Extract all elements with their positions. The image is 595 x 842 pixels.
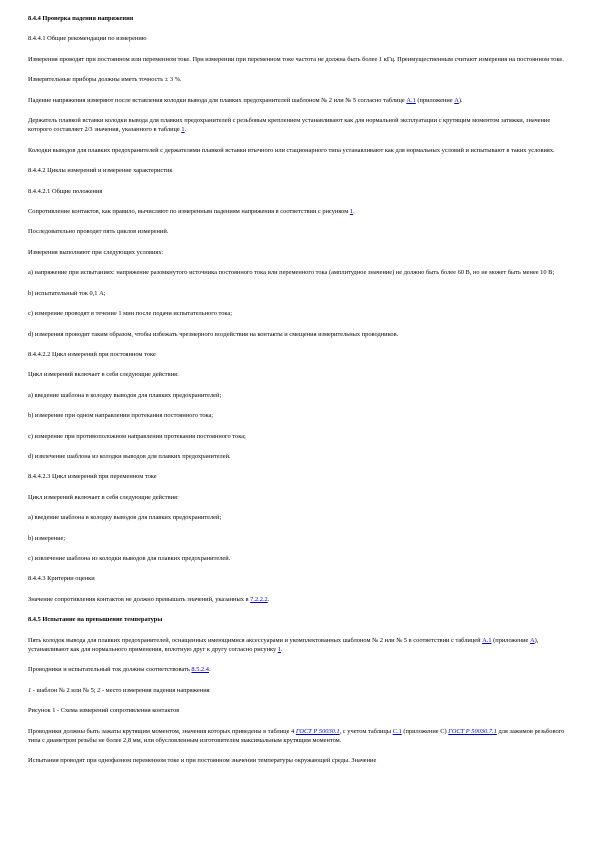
paragraph: [28, 706, 567, 715]
text-run: Последовательно проводят пять циклов измерений.: [28, 228, 169, 236]
paragraph: [28, 472, 567, 481]
paragraph: [28, 493, 567, 502]
text-run: ), устанавливают как для нормального применения, вплотную друг к другу согласно рисунку: [28, 636, 539, 653]
paragraph: [28, 207, 567, 216]
text-run: с) измерение при противоположном направлении протекания постоянного тока;: [28, 432, 246, 440]
paragraph: [28, 289, 567, 298]
paragraph: [28, 227, 567, 236]
text-run: Измерительные приборы должны иметь точность ± 3 %.: [28, 76, 182, 84]
paragraph: [28, 166, 567, 175]
paragraph: [28, 636, 567, 655]
text-run: Измерения выполняют при следующих условиях:: [28, 248, 164, 256]
text-run: 8.4.5 Испытание на превышение температуры: [28, 616, 163, 624]
paragraph: [28, 534, 567, 543]
paragraph: [28, 268, 567, 277]
text-run: .: [267, 595, 270, 603]
paragraph: [28, 146, 567, 155]
text-run: 8.4.4.2.1 Общие положения: [28, 187, 103, 195]
paragraph: [28, 756, 567, 765]
text-run: (приложение: [415, 96, 455, 104]
text-run: b) измерение;: [28, 534, 66, 542]
paragraph: [28, 554, 567, 563]
paragraph: [28, 452, 567, 461]
reference-link[interactable]: ГОСТ Р 50030.7.1: [448, 727, 497, 735]
text-run: а) введение шаблона в колодку выводов для плавких предохранителей;: [28, 514, 222, 522]
text-run: .: [209, 666, 211, 674]
text-run: Цикл измерений включает в себя следующие действия:: [28, 493, 179, 501]
text-run: .: [353, 208, 355, 216]
reference-link[interactable]: 7.2.2.2: [250, 595, 268, 603]
text-run: Значение сопротивления контактов не должно превышать значений, указанных в: [28, 595, 251, 603]
text-run: d) извлечение шаблона из колодки выводов для плавких предохранителей.: [28, 452, 231, 460]
text-run: b) измерение при одном направлении протекания постоянного тока;: [28, 412, 214, 420]
reference-link[interactable]: А: [454, 96, 459, 104]
text-run: Колодки выводов для плавких предохранителей с держателями плавкой вставки втычного или стационарного типа устанавливают как для нормальных условий и испытывают в таких условиях.: [28, 146, 555, 154]
text-run: (приложение: [491, 636, 530, 644]
text-run: 8.4.4.1 Общие рекомендации по измерению: [28, 35, 147, 43]
text-run: .: [281, 646, 283, 653]
paragraph: [28, 574, 567, 583]
text-run: , с учетом таблицы: [339, 727, 393, 735]
reference-link[interactable]: А.1: [482, 636, 492, 644]
text-run: Рисунок 1 - Схема измерений сопротивления контактов: [28, 707, 180, 715]
text-run: (приложение С): [401, 727, 449, 735]
reference-link[interactable]: ГОСТ Р 50030.1: [295, 727, 340, 735]
text-run: 8.4.4.3 Критерии оценки: [28, 575, 95, 583]
text-run: Сопротивление контактов, как правило, вычисляют по измеренным падениям напряжения в соответствии с рисунком: [28, 208, 350, 216]
paragraph: [28, 686, 567, 695]
paragraph: [28, 411, 567, 420]
text-run: 8.4.4.2.2 Цикл измерений при постоянном токе: [28, 350, 156, 358]
text-run: 8.4.4.2.3 Цикл измерений при переменном токе: [28, 473, 157, 481]
paragraph: [28, 248, 567, 257]
text-run: Падение напряжения измеряют после вставления колодки вывода для плавких предохранителей шаблоном № 2 или № 5 согласно таблице: [28, 96, 407, 104]
text-run: ).: [458, 96, 463, 104]
text-run: b) испытательный ток 0,1 А;: [28, 289, 106, 297]
text-run: Испытания проводят при однофазном переменном токе и при постоянном значении температуры окружающей среды. Значение: [28, 757, 377, 765]
paragraph: [28, 350, 567, 359]
text-run: 2: [97, 686, 101, 694]
paragraph: [28, 75, 567, 84]
paragraph: [28, 34, 567, 43]
paragraph: [28, 513, 567, 522]
text-run: с) измерение проводят в течение 1 мин после подачи испытательного тока;: [28, 310, 233, 318]
reference-link[interactable]: 1: [181, 126, 185, 134]
text-run: а) введение шаблона в колодку выводов для плавких предохранителей;: [28, 391, 222, 399]
text-run: Измерения проводят при постоянном или переменном токе. При измерении при переменном токе частота не должна быть более 1 кГц. Преимущественным считают измерения на постоянном токе.: [28, 55, 564, 63]
reference-link[interactable]: 1: [349, 208, 354, 216]
paragraph: [28, 432, 567, 441]
paragraph: [28, 665, 567, 674]
text-run: 8.4.4.2 Циклы измерений и измерение характеристик: [28, 167, 173, 175]
paragraph: [28, 330, 567, 339]
paragraph: [28, 14, 567, 23]
paragraph: [28, 55, 567, 64]
reference-link[interactable]: А.1: [406, 96, 416, 104]
text-run: Пять колодок вывода для плавких предохранителей, оснащенных имеющимися аксессуарами и укомплектованных шаблоном № 2 или № 5 в соответствии с таблицей: [28, 636, 483, 644]
text-run: Цикл измерений включает в себя следующие действия:: [28, 371, 179, 379]
reference-link[interactable]: А: [529, 636, 535, 644]
paragraph: [28, 187, 567, 196]
paragraph: [28, 615, 567, 624]
text-run: .: [184, 126, 187, 134]
text-run: 1: [28, 686, 32, 694]
text-run: d) измерения проводят таким образом, чтобы избежать чрезмерного воздействия на контакты и смещения измерительных проводников.: [28, 330, 399, 338]
text-run: с) извлечение шаблона из колодки выводов для плавких предохранителей.: [28, 554, 231, 562]
reference-link[interactable]: 1: [277, 646, 282, 653]
reference-link[interactable]: 8.5.2.4: [191, 666, 209, 674]
reference-link[interactable]: С.1: [392, 727, 402, 735]
paragraph: [28, 96, 567, 105]
text-run: Проводники должны быть зажаты крутящим моментом, значения которых приведены в таблице 4: [28, 727, 296, 735]
paragraph: [28, 116, 567, 135]
text-run: 8.4.4 Проверка падения напряжения: [28, 15, 134, 22]
paragraph: [28, 391, 567, 400]
paragraph: [28, 370, 567, 379]
text-run: а) напряжение при испытаниях: напряжение разомкнутого источника постоянного тока или переменного тока (амплитудное значение) не должно быть более 60 В, но не может быть менее 10 В;: [28, 269, 555, 277]
text-run: Проводники и испытательный ток должны соответствовать: [28, 666, 192, 674]
paragraph: [28, 595, 567, 604]
text-run: - шаблон № 2 или № 5;: [31, 686, 98, 694]
paragraph: [28, 309, 567, 318]
text-run: Держатель плавкой вставки колодки вывода для плавких предохранителей с резьбовым креплением устанавливают как для нормальной эксплуатации с крутящим моментом затяжки, значение которого составляет 2/3 значения, указанного в таблице: [28, 117, 551, 134]
text-run: для зажимов резьбового типа с диаметром резьбы не более 2,8 мм, или обусловленным изготовителем максимальным крутящим моментом.: [28, 727, 565, 745]
text-run: - место измерения падения напряжения: [100, 686, 210, 694]
paragraph: [28, 727, 567, 746]
